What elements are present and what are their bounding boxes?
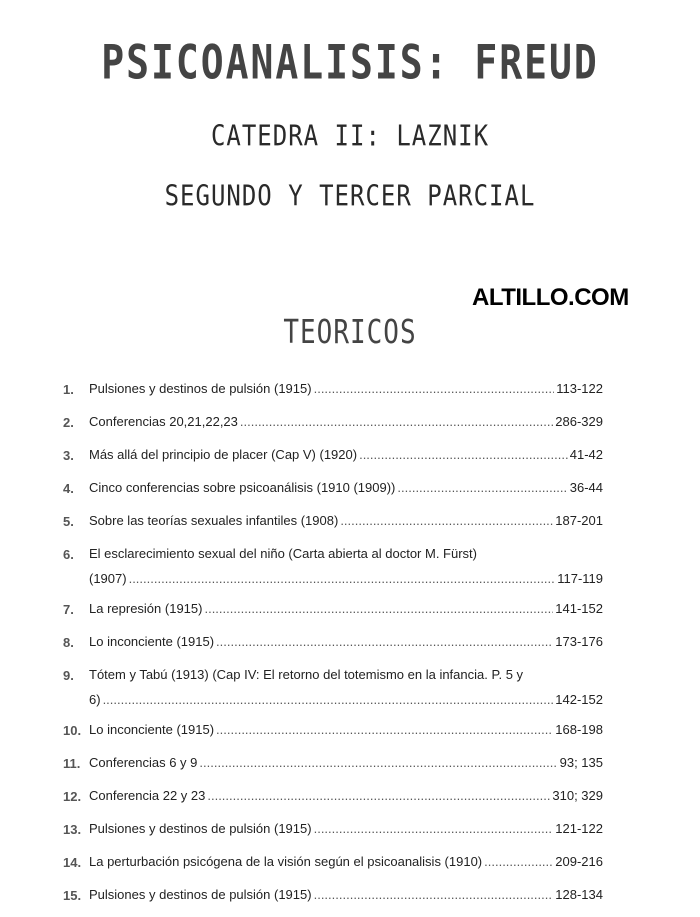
item-text: Cinco conferencias sobre psicoanálisis (1910 (1909))	[89, 480, 396, 495]
list-item	[63, 510, 603, 543]
list-item	[63, 444, 603, 477]
item-line	[89, 543, 603, 568]
item-pages: 93; 135	[559, 755, 603, 770]
item-line	[89, 631, 603, 656]
item-text: El esclarecimiento sexual del niño (Carta abierta al doctor M. Fürst)	[89, 546, 477, 561]
item-number: 1.	[63, 382, 74, 397]
item-line	[89, 411, 603, 436]
item-text: La represión (1915)	[89, 601, 203, 616]
item-line	[89, 689, 603, 714]
item-number: 15.	[63, 888, 82, 903]
item-number: 9.	[63, 668, 74, 683]
section-heading: TEORICOS	[283, 314, 417, 352]
item-pages: 117-119	[557, 571, 603, 586]
item-pages: 209-216	[555, 854, 603, 869]
item-text: Tótem y Tabú (1913) (Cap IV: El retorno del totemismo en la infancia. P. 5 y	[89, 667, 524, 682]
leader-dots	[216, 722, 553, 737]
list-item	[63, 884, 603, 917]
list-item	[63, 818, 603, 851]
item-line	[89, 444, 603, 469]
item-text: Conferencias 6 y 9	[89, 755, 198, 770]
readings-list	[63, 378, 603, 917]
item-number: 6.	[63, 547, 74, 562]
list-item	[63, 598, 603, 631]
item-number: 10.	[63, 723, 82, 738]
item-line	[89, 598, 603, 623]
item-line	[89, 851, 603, 876]
course-subtitle: CATEDRA II: LAZNIK	[210, 119, 490, 153]
leader-dots	[314, 381, 555, 396]
item-number: 12.	[63, 789, 82, 804]
item-number: 7.	[63, 602, 74, 617]
item-line	[89, 568, 603, 593]
leader-dots	[314, 887, 554, 902]
item-number: 8.	[63, 635, 74, 650]
leader-dots	[199, 755, 557, 770]
item-pages: 310; 329	[552, 788, 603, 803]
exam-subtitle: SEGUNDO Y TERCER PARCIAL	[164, 179, 536, 213]
leader-dots	[314, 821, 554, 836]
item-pages: 113-122	[556, 381, 603, 396]
item-number: 3.	[63, 448, 74, 463]
list-item	[63, 851, 603, 884]
list-item	[63, 719, 603, 752]
list-item	[63, 752, 603, 785]
item-line	[89, 378, 603, 403]
item-number: 14.	[63, 855, 82, 870]
item-text: Pulsiones y destinos de pulsión (1915)	[89, 821, 312, 836]
item-text: Conferencia 22 y 23	[89, 788, 206, 803]
item-text: Pulsiones y destinos de pulsión (1915)	[89, 887, 312, 902]
list-item	[63, 664, 603, 719]
item-text: Sobre las teorías sexuales infantiles (1908)	[89, 513, 339, 528]
leader-dots	[240, 414, 553, 429]
list-item	[63, 411, 603, 444]
leader-dots	[103, 692, 554, 707]
item-text: Pulsiones y destinos de pulsión (1915)	[89, 381, 312, 396]
item-line	[89, 818, 603, 843]
item-pages: 121-122	[555, 821, 603, 836]
item-text: Más allá del principio de placer (Cap V) (1920)	[89, 447, 358, 462]
item-line	[89, 477, 603, 502]
page-title: PSICOANALISIS: FREUD	[101, 34, 599, 90]
item-text: La perturbación psicógena de la visión según el psicoanalisis (1910)	[89, 854, 483, 869]
item-pages: 187-201	[555, 513, 603, 528]
leader-dots	[397, 480, 567, 495]
list-item	[63, 477, 603, 510]
item-text: Lo inconciente (1915)	[89, 634, 215, 649]
item-pages: 286-329	[555, 414, 603, 429]
item-text: Conferencias 20,21,22,23	[89, 414, 238, 429]
item-line	[89, 719, 603, 744]
item-text: 6)	[89, 692, 101, 707]
leader-dots	[340, 513, 553, 528]
leader-dots	[207, 788, 550, 803]
leader-dots	[204, 601, 553, 616]
item-line	[89, 752, 603, 777]
list-item	[63, 631, 603, 664]
item-pages: 168-198	[555, 722, 603, 737]
item-pages: 173-176	[555, 634, 603, 649]
item-line	[89, 884, 603, 909]
leader-dots	[216, 634, 553, 649]
list-item	[63, 378, 603, 411]
item-number: 13.	[63, 822, 82, 837]
item-number: 11.	[63, 756, 81, 771]
item-pages: 142-152	[555, 692, 603, 707]
item-number: 5.	[63, 514, 74, 529]
item-number: 2.	[63, 415, 74, 430]
item-number: 4.	[63, 481, 74, 496]
item-pages: 36-44	[569, 480, 603, 495]
item-line	[89, 664, 603, 689]
item-pages: 141-152	[555, 601, 603, 616]
item-pages: 128-134	[555, 887, 603, 902]
leader-dots	[359, 447, 568, 462]
item-text: (1907)	[89, 571, 127, 586]
leader-dots	[484, 854, 553, 869]
item-text: Lo inconciente (1915)	[89, 722, 215, 737]
leader-dots	[129, 571, 556, 586]
list-item	[63, 785, 603, 818]
item-line	[89, 785, 603, 810]
watermark: ALTILLO.COM	[472, 284, 629, 311]
item-line	[89, 510, 603, 535]
list-item	[63, 543, 603, 598]
item-pages: 41-42	[569, 447, 603, 462]
